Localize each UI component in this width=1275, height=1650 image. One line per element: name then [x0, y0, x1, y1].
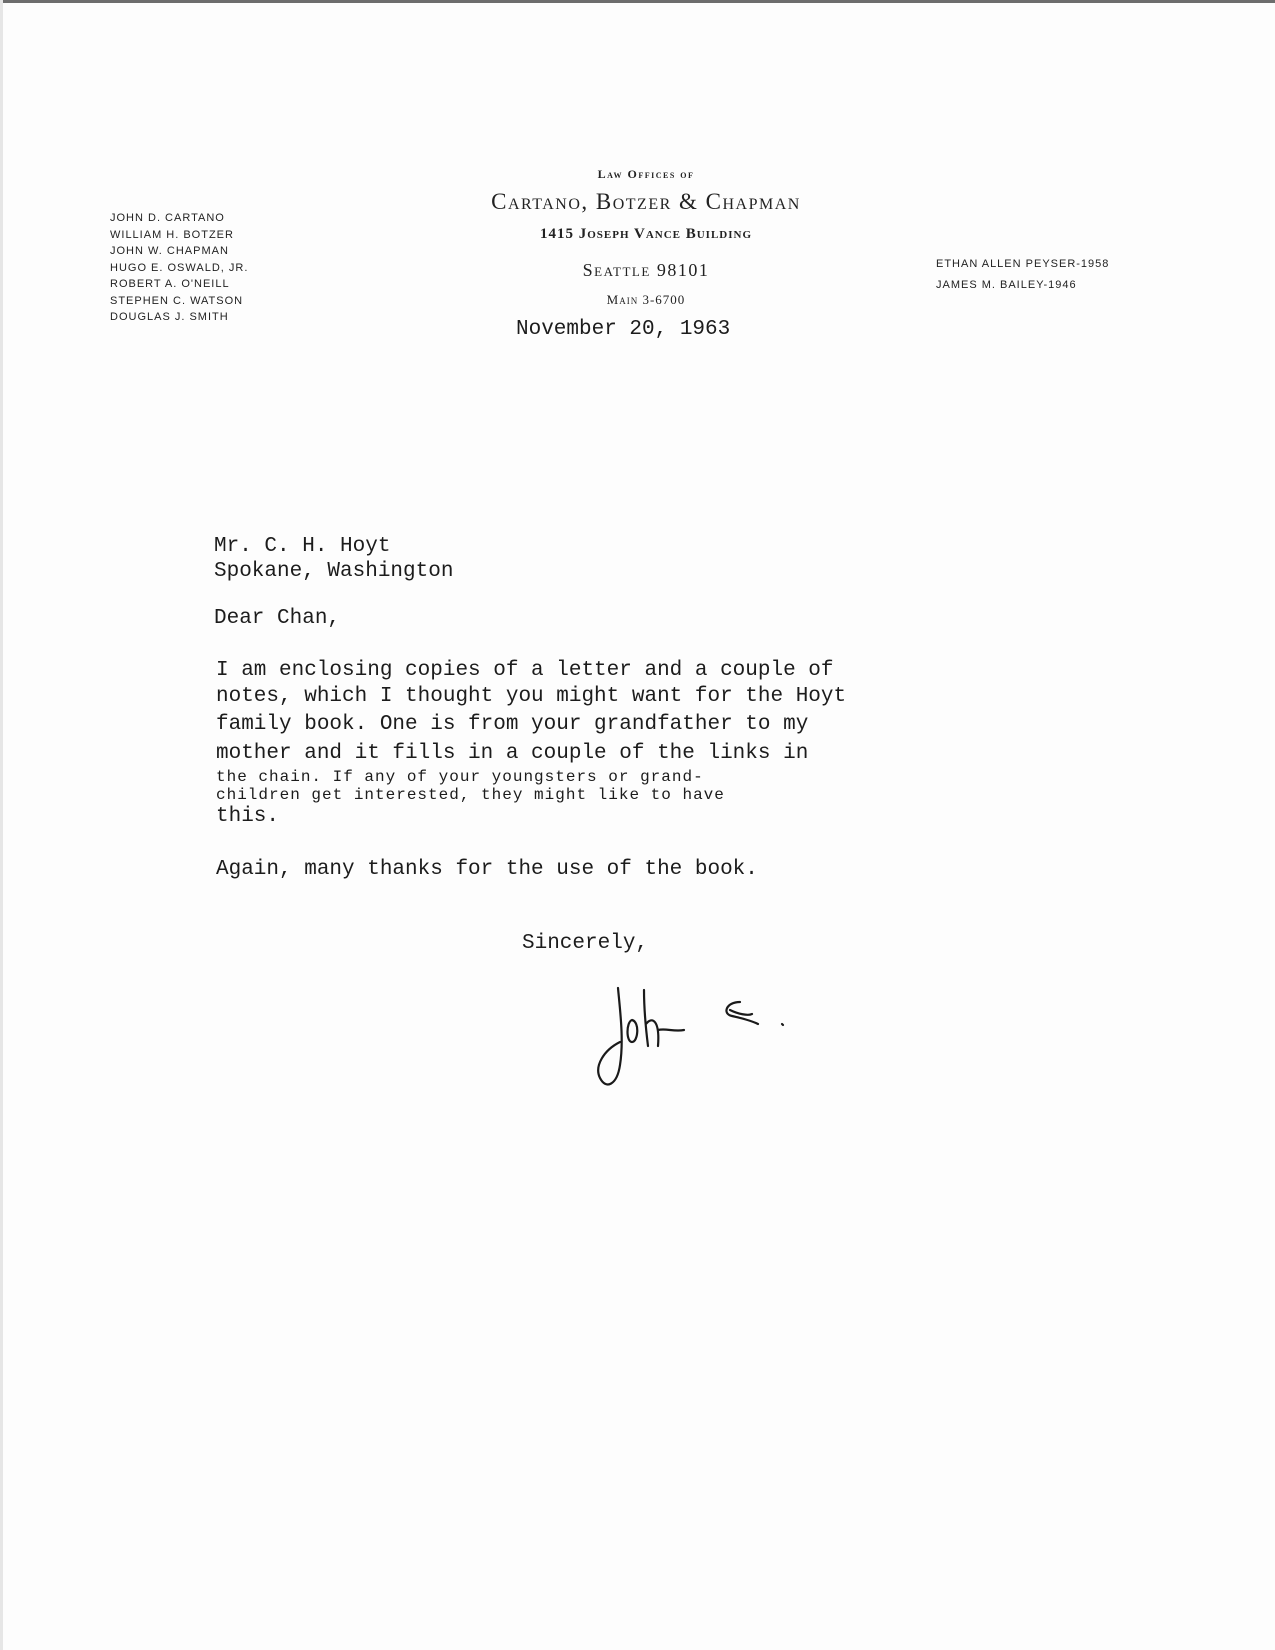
- body-line: this.: [216, 805, 280, 828]
- firm-phone: Main 3-6700: [606, 292, 686, 307]
- salutation: Dear Chan,: [214, 607, 341, 630]
- body-line: mother and it fills in a couple of the links in: [216, 742, 809, 765]
- letter-body: [216, 658, 846, 830]
- partner-name: STEPHEN C. WATSON: [110, 294, 244, 307]
- firm-name: Cartano, Botzer & Chapman: [491, 189, 801, 214]
- letterhead-overline: Law Offices of: [597, 167, 695, 181]
- partner-name: DOUGLAS J. SMITH: [110, 311, 229, 323]
- partner-list: [110, 210, 248, 326]
- letter-date: November 20, 1963: [516, 318, 731, 341]
- page-top-edge: [0, 0, 1275, 3]
- partner-name: ROBERT A. O'NEILL: [110, 278, 230, 290]
- firm-address: 1415 Joseph Vance Building: [539, 226, 753, 242]
- recipient-city: Spokane, Washington: [214, 560, 454, 583]
- closing-paragraph: Again, many thanks for the use of the book.: [216, 858, 758, 881]
- body-line: I am enclosing copies of a letter and a couple of: [216, 659, 834, 682]
- body-line: the chain. If any of your youngsters or grand-: [216, 768, 704, 786]
- firm-city: Seattle 98101: [582, 260, 710, 280]
- partner-name: JOHN W. CHAPMAN: [110, 245, 229, 257]
- body-line: family book. One is from your grandfather to my: [216, 713, 809, 736]
- memorial-list: [936, 254, 1109, 296]
- page-left-edge: [0, 0, 3, 1650]
- recipient-name: Mr. C. H. Hoyt: [214, 535, 391, 558]
- letterhead: [340, 164, 952, 314]
- partner-name: WILLIAM H. BOTZER: [110, 228, 234, 241]
- body-line: notes, which I thought you might want for the Hoyt: [216, 685, 847, 708]
- handwritten-signature: [590, 980, 830, 1100]
- memorial-name: ETHAN ALLEN PEYSER-1958: [936, 258, 1110, 270]
- body-line: children get interested, they might like to have: [216, 786, 725, 804]
- signoff: Sincerely,: [522, 932, 649, 955]
- partner-name: JOHN D. CARTANO: [110, 212, 225, 224]
- recipient-block: [214, 534, 453, 584]
- memorial-name: JAMES M. BAILEY-1946: [936, 279, 1077, 291]
- partner-name: HUGO E. OSWALD, JR.: [110, 261, 249, 274]
